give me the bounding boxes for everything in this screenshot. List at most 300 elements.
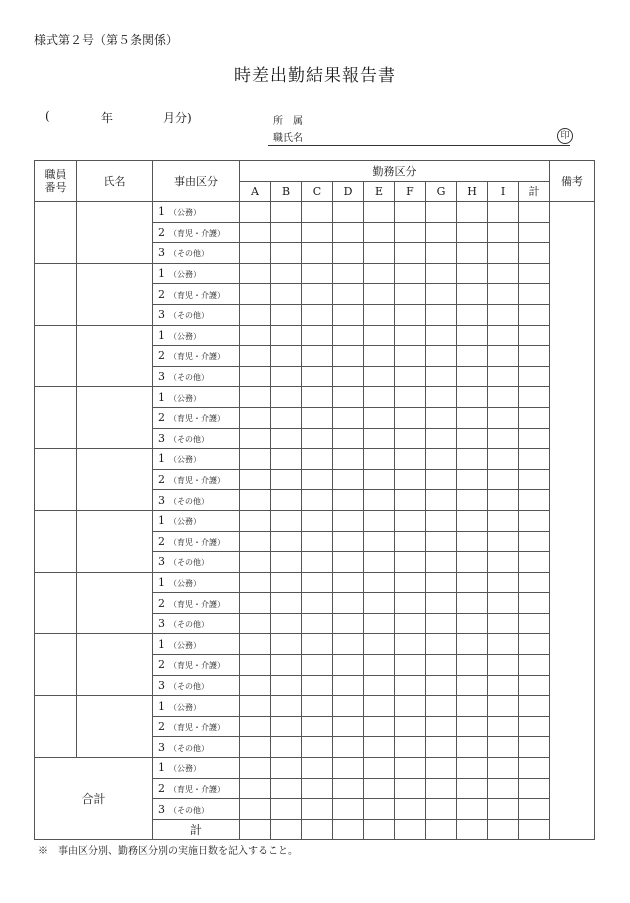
total-count-cell[interactable]: [271, 799, 302, 820]
day-count-cell[interactable]: [457, 284, 488, 305]
day-count-cell[interactable]: [426, 325, 457, 346]
day-count-cell[interactable]: [302, 572, 333, 593]
total-count-cell[interactable]: [488, 758, 519, 779]
day-count-cell[interactable]: [519, 675, 550, 696]
day-count-cell[interactable]: [271, 202, 302, 223]
day-count-cell[interactable]: [488, 366, 519, 387]
day-count-cell[interactable]: [271, 449, 302, 470]
day-count-cell[interactable]: [364, 490, 395, 511]
day-count-cell[interactable]: [426, 284, 457, 305]
day-count-cell[interactable]: [488, 202, 519, 223]
day-count-cell[interactable]: [240, 469, 271, 490]
day-count-cell[interactable]: [333, 737, 364, 758]
day-count-cell[interactable]: [333, 634, 364, 655]
day-count-cell[interactable]: [333, 366, 364, 387]
day-count-cell[interactable]: [364, 407, 395, 428]
day-count-cell[interactable]: [302, 202, 333, 223]
day-count-cell[interactable]: [271, 655, 302, 676]
day-count-cell[interactable]: [271, 263, 302, 284]
day-count-cell[interactable]: [240, 655, 271, 676]
employee-name-cell[interactable]: [77, 572, 153, 634]
day-count-cell[interactable]: [271, 325, 302, 346]
day-count-cell[interactable]: [457, 655, 488, 676]
day-count-cell[interactable]: [519, 696, 550, 717]
day-count-cell[interactable]: [271, 304, 302, 325]
day-count-cell[interactable]: [302, 304, 333, 325]
total-count-cell[interactable]: [395, 758, 426, 779]
total-count-cell[interactable]: [364, 758, 395, 779]
day-count-cell[interactable]: [364, 510, 395, 531]
day-count-cell[interactable]: [302, 449, 333, 470]
day-count-cell[interactable]: [395, 675, 426, 696]
day-count-cell[interactable]: [457, 407, 488, 428]
total-count-cell[interactable]: [488, 778, 519, 799]
day-count-cell[interactable]: [240, 222, 271, 243]
employee-name-cell[interactable]: [77, 510, 153, 572]
day-count-cell[interactable]: [426, 490, 457, 511]
day-count-cell[interactable]: [271, 737, 302, 758]
day-count-cell[interactable]: [271, 634, 302, 655]
day-count-cell[interactable]: [271, 531, 302, 552]
day-count-cell[interactable]: [302, 263, 333, 284]
day-count-cell[interactable]: [488, 675, 519, 696]
day-count-cell[interactable]: [302, 675, 333, 696]
day-count-cell[interactable]: [395, 304, 426, 325]
total-count-cell[interactable]: [333, 799, 364, 820]
day-count-cell[interactable]: [302, 655, 333, 676]
total-count-cell[interactable]: [240, 758, 271, 779]
day-count-cell[interactable]: [302, 366, 333, 387]
day-count-cell[interactable]: [395, 202, 426, 223]
day-count-cell[interactable]: [519, 202, 550, 223]
employee-number-cell[interactable]: [35, 634, 77, 696]
day-count-cell[interactable]: [364, 716, 395, 737]
day-count-cell[interactable]: [457, 675, 488, 696]
day-count-cell[interactable]: [271, 428, 302, 449]
day-count-cell[interactable]: [395, 593, 426, 614]
employee-name-cell[interactable]: [77, 634, 153, 696]
day-count-cell[interactable]: [488, 696, 519, 717]
day-count-cell[interactable]: [488, 490, 519, 511]
employee-name-cell[interactable]: [77, 263, 153, 325]
day-count-cell[interactable]: [364, 675, 395, 696]
day-count-cell[interactable]: [333, 428, 364, 449]
day-count-cell[interactable]: [240, 510, 271, 531]
day-count-cell[interactable]: [240, 325, 271, 346]
day-count-cell[interactable]: [426, 366, 457, 387]
day-count-cell[interactable]: [333, 222, 364, 243]
day-count-cell[interactable]: [426, 552, 457, 573]
day-count-cell[interactable]: [519, 737, 550, 758]
day-count-cell[interactable]: [302, 613, 333, 634]
day-count-cell[interactable]: [333, 387, 364, 408]
day-count-cell[interactable]: [488, 469, 519, 490]
day-count-cell[interactable]: [395, 510, 426, 531]
total-count-cell[interactable]: [426, 758, 457, 779]
day-count-cell[interactable]: [364, 449, 395, 470]
day-count-cell[interactable]: [488, 263, 519, 284]
employee-name-cell[interactable]: [77, 387, 153, 449]
day-count-cell[interactable]: [488, 346, 519, 367]
employee-number-cell[interactable]: [35, 263, 77, 325]
day-count-cell[interactable]: [519, 613, 550, 634]
day-count-cell[interactable]: [364, 469, 395, 490]
day-count-cell[interactable]: [240, 304, 271, 325]
day-count-cell[interactable]: [395, 655, 426, 676]
day-count-cell[interactable]: [426, 428, 457, 449]
day-count-cell[interactable]: [457, 202, 488, 223]
day-count-cell[interactable]: [457, 366, 488, 387]
total-count-cell[interactable]: [457, 758, 488, 779]
remarks-cell[interactable]: [550, 202, 595, 840]
day-count-cell[interactable]: [457, 531, 488, 552]
day-count-cell[interactable]: [457, 634, 488, 655]
total-count-cell[interactable]: [457, 799, 488, 820]
day-count-cell[interactable]: [395, 696, 426, 717]
day-count-cell[interactable]: [364, 655, 395, 676]
day-count-cell[interactable]: [333, 469, 364, 490]
day-count-cell[interactable]: [395, 366, 426, 387]
day-count-cell[interactable]: [426, 531, 457, 552]
day-count-cell[interactable]: [488, 531, 519, 552]
day-count-cell[interactable]: [519, 449, 550, 470]
day-count-cell[interactable]: [426, 387, 457, 408]
day-count-cell[interactable]: [519, 346, 550, 367]
day-count-cell[interactable]: [240, 613, 271, 634]
day-count-cell[interactable]: [426, 696, 457, 717]
day-count-cell[interactable]: [333, 675, 364, 696]
day-count-cell[interactable]: [488, 325, 519, 346]
day-count-cell[interactable]: [488, 634, 519, 655]
day-count-cell[interactable]: [426, 263, 457, 284]
day-count-cell[interactable]: [426, 449, 457, 470]
day-count-cell[interactable]: [488, 593, 519, 614]
day-count-cell[interactable]: [395, 284, 426, 305]
day-count-cell[interactable]: [426, 346, 457, 367]
day-count-cell[interactable]: [364, 387, 395, 408]
day-count-cell[interactable]: [519, 716, 550, 737]
day-count-cell[interactable]: [519, 572, 550, 593]
day-count-cell[interactable]: [488, 737, 519, 758]
day-count-cell[interactable]: [519, 634, 550, 655]
day-count-cell[interactable]: [519, 531, 550, 552]
day-count-cell[interactable]: [519, 593, 550, 614]
day-count-cell[interactable]: [519, 428, 550, 449]
day-count-cell[interactable]: [364, 366, 395, 387]
day-count-cell[interactable]: [364, 531, 395, 552]
day-count-cell[interactable]: [364, 737, 395, 758]
day-count-cell[interactable]: [302, 469, 333, 490]
day-count-cell[interactable]: [395, 716, 426, 737]
total-count-cell[interactable]: [457, 819, 488, 839]
employee-number-cell[interactable]: [35, 387, 77, 449]
total-count-cell[interactable]: [333, 819, 364, 839]
day-count-cell[interactable]: [271, 387, 302, 408]
day-count-cell[interactable]: [426, 572, 457, 593]
day-count-cell[interactable]: [364, 613, 395, 634]
day-count-cell[interactable]: [240, 593, 271, 614]
day-count-cell[interactable]: [488, 304, 519, 325]
day-count-cell[interactable]: [519, 490, 550, 511]
day-count-cell[interactable]: [519, 263, 550, 284]
total-count-cell[interactable]: [271, 758, 302, 779]
day-count-cell[interactable]: [488, 243, 519, 264]
total-count-cell[interactable]: [364, 799, 395, 820]
day-count-cell[interactable]: [302, 593, 333, 614]
day-count-cell[interactable]: [457, 449, 488, 470]
day-count-cell[interactable]: [271, 510, 302, 531]
day-count-cell[interactable]: [240, 716, 271, 737]
day-count-cell[interactable]: [457, 263, 488, 284]
day-count-cell[interactable]: [333, 263, 364, 284]
day-count-cell[interactable]: [395, 490, 426, 511]
total-count-cell[interactable]: [302, 819, 333, 839]
day-count-cell[interactable]: [240, 284, 271, 305]
total-count-cell[interactable]: [519, 799, 550, 820]
day-count-cell[interactable]: [302, 531, 333, 552]
total-count-cell[interactable]: [333, 778, 364, 799]
day-count-cell[interactable]: [457, 552, 488, 573]
day-count-cell[interactable]: [240, 407, 271, 428]
day-count-cell[interactable]: [364, 222, 395, 243]
day-count-cell[interactable]: [519, 366, 550, 387]
day-count-cell[interactable]: [395, 737, 426, 758]
day-count-cell[interactable]: [395, 325, 426, 346]
day-count-cell[interactable]: [240, 202, 271, 223]
day-count-cell[interactable]: [271, 572, 302, 593]
day-count-cell[interactable]: [426, 675, 457, 696]
day-count-cell[interactable]: [395, 243, 426, 264]
day-count-cell[interactable]: [364, 325, 395, 346]
day-count-cell[interactable]: [395, 613, 426, 634]
day-count-cell[interactable]: [240, 696, 271, 717]
employee-name-cell[interactable]: [77, 325, 153, 387]
day-count-cell[interactable]: [333, 284, 364, 305]
day-count-cell[interactable]: [240, 346, 271, 367]
day-count-cell[interactable]: [457, 325, 488, 346]
day-count-cell[interactable]: [240, 243, 271, 264]
day-count-cell[interactable]: [271, 675, 302, 696]
day-count-cell[interactable]: [364, 696, 395, 717]
employee-name-cell[interactable]: [77, 202, 153, 264]
day-count-cell[interactable]: [426, 469, 457, 490]
day-count-cell[interactable]: [457, 716, 488, 737]
day-count-cell[interactable]: [240, 387, 271, 408]
day-count-cell[interactable]: [271, 716, 302, 737]
day-count-cell[interactable]: [271, 613, 302, 634]
day-count-cell[interactable]: [395, 634, 426, 655]
total-count-cell[interactable]: [271, 778, 302, 799]
day-count-cell[interactable]: [302, 634, 333, 655]
day-count-cell[interactable]: [240, 263, 271, 284]
day-count-cell[interactable]: [364, 202, 395, 223]
day-count-cell[interactable]: [333, 243, 364, 264]
day-count-cell[interactable]: [333, 593, 364, 614]
day-count-cell[interactable]: [426, 613, 457, 634]
day-count-cell[interactable]: [457, 572, 488, 593]
day-count-cell[interactable]: [519, 387, 550, 408]
day-count-cell[interactable]: [302, 387, 333, 408]
employee-number-cell[interactable]: [35, 202, 77, 264]
day-count-cell[interactable]: [333, 346, 364, 367]
day-count-cell[interactable]: [333, 510, 364, 531]
day-count-cell[interactable]: [457, 304, 488, 325]
total-count-cell[interactable]: [302, 799, 333, 820]
day-count-cell[interactable]: [426, 243, 457, 264]
total-count-cell[interactable]: [426, 819, 457, 839]
total-count-cell[interactable]: [395, 778, 426, 799]
day-count-cell[interactable]: [302, 428, 333, 449]
day-count-cell[interactable]: [333, 572, 364, 593]
day-count-cell[interactable]: [302, 407, 333, 428]
day-count-cell[interactable]: [333, 304, 364, 325]
day-count-cell[interactable]: [271, 346, 302, 367]
total-count-cell[interactable]: [302, 758, 333, 779]
day-count-cell[interactable]: [488, 510, 519, 531]
employee-name-cell[interactable]: [77, 696, 153, 758]
day-count-cell[interactable]: [333, 696, 364, 717]
total-count-cell[interactable]: [395, 799, 426, 820]
day-count-cell[interactable]: [488, 613, 519, 634]
day-count-cell[interactable]: [395, 222, 426, 243]
total-count-cell[interactable]: [240, 799, 271, 820]
day-count-cell[interactable]: [457, 696, 488, 717]
employee-name-cell[interactable]: [77, 449, 153, 511]
day-count-cell[interactable]: [488, 449, 519, 470]
day-count-cell[interactable]: [240, 366, 271, 387]
day-count-cell[interactable]: [519, 552, 550, 573]
day-count-cell[interactable]: [271, 366, 302, 387]
day-count-cell[interactable]: [426, 304, 457, 325]
day-count-cell[interactable]: [364, 346, 395, 367]
total-count-cell[interactable]: [240, 778, 271, 799]
employee-number-cell[interactable]: [35, 449, 77, 511]
total-count-cell[interactable]: [488, 799, 519, 820]
day-count-cell[interactable]: [364, 284, 395, 305]
day-count-cell[interactable]: [333, 202, 364, 223]
day-count-cell[interactable]: [302, 552, 333, 573]
day-count-cell[interactable]: [240, 552, 271, 573]
day-count-cell[interactable]: [364, 572, 395, 593]
day-count-cell[interactable]: [457, 243, 488, 264]
day-count-cell[interactable]: [271, 552, 302, 573]
day-count-cell[interactable]: [240, 490, 271, 511]
day-count-cell[interactable]: [333, 407, 364, 428]
day-count-cell[interactable]: [271, 696, 302, 717]
employee-number-cell[interactable]: [35, 696, 77, 758]
day-count-cell[interactable]: [426, 655, 457, 676]
day-count-cell[interactable]: [302, 284, 333, 305]
day-count-cell[interactable]: [271, 284, 302, 305]
day-count-cell[interactable]: [364, 428, 395, 449]
day-count-cell[interactable]: [364, 304, 395, 325]
day-count-cell[interactable]: [519, 655, 550, 676]
total-count-cell[interactable]: [457, 778, 488, 799]
day-count-cell[interactable]: [302, 243, 333, 264]
day-count-cell[interactable]: [519, 304, 550, 325]
day-count-cell[interactable]: [457, 346, 488, 367]
day-count-cell[interactable]: [488, 572, 519, 593]
day-count-cell[interactable]: [519, 243, 550, 264]
day-count-cell[interactable]: [519, 510, 550, 531]
day-count-cell[interactable]: [395, 552, 426, 573]
day-count-cell[interactable]: [488, 716, 519, 737]
day-count-cell[interactable]: [333, 655, 364, 676]
day-count-cell[interactable]: [333, 552, 364, 573]
day-count-cell[interactable]: [240, 449, 271, 470]
day-count-cell[interactable]: [395, 387, 426, 408]
day-count-cell[interactable]: [488, 387, 519, 408]
day-count-cell[interactable]: [364, 552, 395, 573]
day-count-cell[interactable]: [457, 737, 488, 758]
total-count-cell[interactable]: [364, 819, 395, 839]
day-count-cell[interactable]: [333, 490, 364, 511]
day-count-cell[interactable]: [488, 284, 519, 305]
day-count-cell[interactable]: [457, 387, 488, 408]
day-count-cell[interactable]: [457, 510, 488, 531]
day-count-cell[interactable]: [302, 325, 333, 346]
total-count-cell[interactable]: [519, 778, 550, 799]
total-count-cell[interactable]: [364, 778, 395, 799]
day-count-cell[interactable]: [426, 407, 457, 428]
day-count-cell[interactable]: [240, 572, 271, 593]
day-count-cell[interactable]: [240, 737, 271, 758]
day-count-cell[interactable]: [302, 510, 333, 531]
day-count-cell[interactable]: [271, 222, 302, 243]
day-count-cell[interactable]: [302, 346, 333, 367]
day-count-cell[interactable]: [271, 490, 302, 511]
day-count-cell[interactable]: [488, 552, 519, 573]
day-count-cell[interactable]: [395, 346, 426, 367]
day-count-cell[interactable]: [488, 407, 519, 428]
day-count-cell[interactable]: [457, 490, 488, 511]
day-count-cell[interactable]: [457, 469, 488, 490]
day-count-cell[interactable]: [395, 531, 426, 552]
day-count-cell[interactable]: [519, 222, 550, 243]
day-count-cell[interactable]: [395, 449, 426, 470]
employee-number-cell[interactable]: [35, 572, 77, 634]
day-count-cell[interactable]: [395, 469, 426, 490]
day-count-cell[interactable]: [271, 593, 302, 614]
day-count-cell[interactable]: [333, 449, 364, 470]
day-count-cell[interactable]: [457, 593, 488, 614]
day-count-cell[interactable]: [333, 613, 364, 634]
day-count-cell[interactable]: [519, 469, 550, 490]
day-count-cell[interactable]: [519, 325, 550, 346]
day-count-cell[interactable]: [395, 572, 426, 593]
day-count-cell[interactable]: [395, 263, 426, 284]
day-count-cell[interactable]: [488, 428, 519, 449]
day-count-cell[interactable]: [488, 222, 519, 243]
day-count-cell[interactable]: [457, 428, 488, 449]
day-count-cell[interactable]: [240, 531, 271, 552]
day-count-cell[interactable]: [426, 510, 457, 531]
day-count-cell[interactable]: [519, 407, 550, 428]
day-count-cell[interactable]: [302, 716, 333, 737]
day-count-cell[interactable]: [302, 696, 333, 717]
day-count-cell[interactable]: [426, 593, 457, 614]
day-count-cell[interactable]: [364, 243, 395, 264]
total-count-cell[interactable]: [426, 778, 457, 799]
day-count-cell[interactable]: [240, 634, 271, 655]
total-count-cell[interactable]: [395, 819, 426, 839]
total-count-cell[interactable]: [519, 819, 550, 839]
day-count-cell[interactable]: [302, 222, 333, 243]
total-count-cell[interactable]: [240, 819, 271, 839]
day-count-cell[interactable]: [395, 407, 426, 428]
day-count-cell[interactable]: [457, 222, 488, 243]
total-count-cell[interactable]: [271, 819, 302, 839]
